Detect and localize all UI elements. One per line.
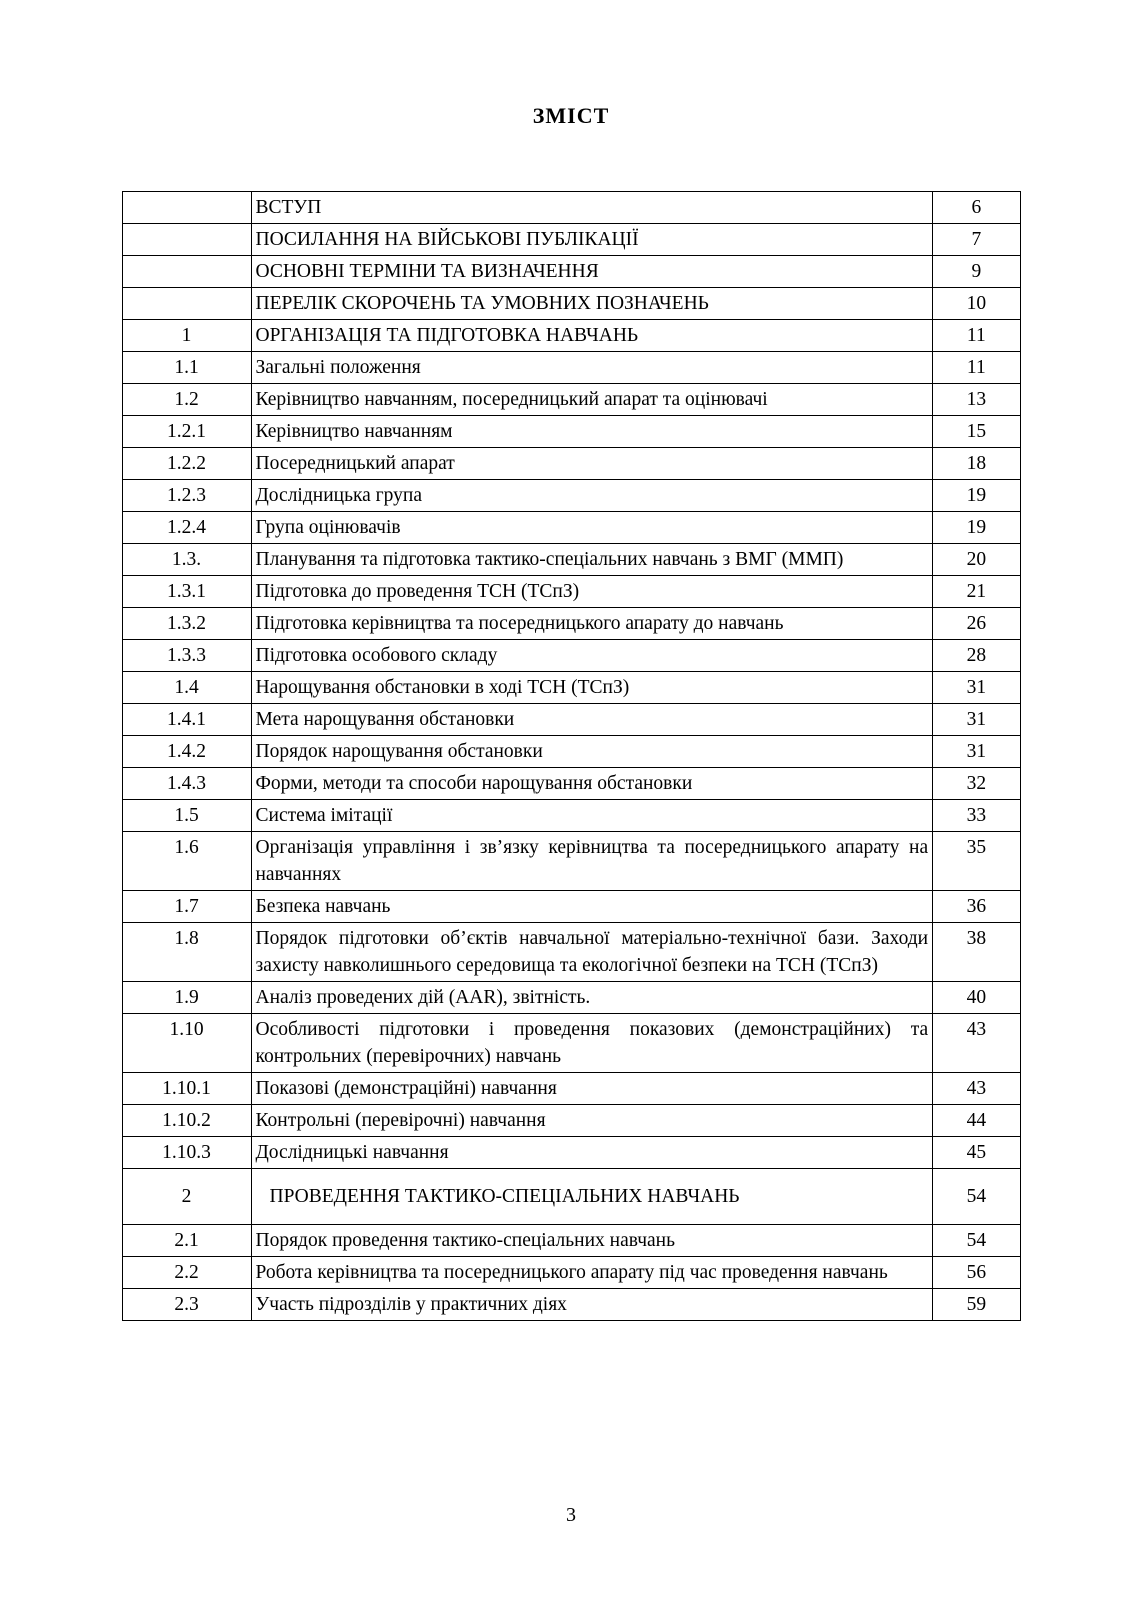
- toc-cell-title: Мета нарощування обстановки: [251, 704, 933, 736]
- toc-cell-page: 38: [933, 923, 1020, 982]
- toc-cell-page: 15: [933, 416, 1020, 448]
- toc-cell-page: 43: [933, 1073, 1020, 1105]
- toc-cell-title: Порядок проведення тактико-спеціальних навчань: [251, 1225, 933, 1257]
- toc-row: [122, 192, 1020, 224]
- toc-cell-page: 19: [933, 512, 1020, 544]
- toc-cell-title: Керівництво навчанням, посередницький апарат та оцінювачі: [251, 384, 933, 416]
- toc-row: [122, 1105, 1020, 1137]
- toc-row: [122, 1073, 1020, 1105]
- toc-cell-page: 31: [933, 672, 1020, 704]
- toc-cell-page: 31: [933, 736, 1020, 768]
- toc-cell-page: 33: [933, 800, 1020, 832]
- toc-cell-number: 1.8: [122, 923, 251, 982]
- page-title: ЗМІСТ: [532, 103, 610, 128]
- toc-cell-number: 1.10: [122, 1014, 251, 1073]
- toc-row: [122, 320, 1020, 352]
- toc-row: [122, 891, 1020, 923]
- toc-cell-page: 35: [933, 832, 1020, 891]
- toc-cell-page: 13: [933, 384, 1020, 416]
- toc-cell-number: 1.2: [122, 384, 251, 416]
- toc-cell-number: 1.1: [122, 352, 251, 384]
- toc-cell-number: 1.4.1: [122, 704, 251, 736]
- toc-cell-number: 1.2.3: [122, 480, 251, 512]
- toc-cell-title: Аналіз проведених дій (AAR), звітність.: [251, 982, 933, 1014]
- toc-row: [122, 982, 1020, 1014]
- toc-cell-page: 36: [933, 891, 1020, 923]
- toc-cell-number: 1.7: [122, 891, 251, 923]
- toc-cell-number: 1.3.2: [122, 608, 251, 640]
- toc-cell-title: Порядок підготовки об’єктів навчальної матеріально-технічної бази. Заходи захисту навколишнього середовища та екологічної безпеки на ТСН (ТСпЗ): [251, 923, 933, 982]
- toc-cell-number: 1.4.2: [122, 736, 251, 768]
- toc-row: [122, 512, 1020, 544]
- toc-cell-title: Порядок нарощування обстановки: [251, 736, 933, 768]
- toc-cell-number: 1.5: [122, 800, 251, 832]
- toc-cell-number: 2.3: [122, 1289, 251, 1321]
- toc-row: [122, 608, 1020, 640]
- toc-cell-page: 21: [933, 576, 1020, 608]
- toc-row: [122, 256, 1020, 288]
- toc-cell-page: 54: [933, 1169, 1020, 1225]
- toc-cell-title: ВСТУП: [251, 192, 933, 224]
- toc-row: [122, 576, 1020, 608]
- toc-cell-number: 1.10.1: [122, 1073, 251, 1105]
- toc-cell-page: 9: [933, 256, 1020, 288]
- toc-row: [122, 224, 1020, 256]
- toc-cell-number: 1.9: [122, 982, 251, 1014]
- toc-cell-page: 7: [933, 224, 1020, 256]
- toc-cell-page: 31: [933, 704, 1020, 736]
- toc-row: [122, 1225, 1020, 1257]
- toc-cell-title: Посередницький апарат: [251, 448, 933, 480]
- toc-cell-title: Робота керівництва та посередницького апарату під час проведення навчань: [251, 1257, 933, 1289]
- toc-row: [122, 1014, 1020, 1073]
- toc-cell-title: Загальні положення: [251, 352, 933, 384]
- toc-cell-title: Нарощування обстановки в ході ТСН (ТСпЗ): [251, 672, 933, 704]
- toc-cell-page: 10: [933, 288, 1020, 320]
- toc-cell-title: Контрольні (перевірочні) навчання: [251, 1105, 933, 1137]
- toc-cell-page: 44: [933, 1105, 1020, 1137]
- toc-cell-number: 1.2.1: [122, 416, 251, 448]
- toc-cell-title: Дослідницькі навчання: [251, 1137, 933, 1169]
- toc-cell-number: [122, 288, 251, 320]
- toc-row: [122, 768, 1020, 800]
- toc-cell-title: Безпека навчань: [251, 891, 933, 923]
- toc-row: [122, 544, 1020, 576]
- toc-row: [122, 288, 1020, 320]
- toc-cell-number: 1: [122, 320, 251, 352]
- toc-cell-number: 1.4: [122, 672, 251, 704]
- toc-row: [122, 352, 1020, 384]
- toc-cell-title: Підготовка особового складу: [251, 640, 933, 672]
- toc-cell-page: 56: [933, 1257, 1020, 1289]
- toc-row: [122, 416, 1020, 448]
- toc-cell-number: [122, 192, 251, 224]
- toc-cell-page: 32: [933, 768, 1020, 800]
- toc-cell-title: ПОСИЛАННЯ НА ВІЙСЬКОВІ ПУБЛІКАЦІЇ: [251, 224, 933, 256]
- toc-cell-page: 18: [933, 448, 1020, 480]
- toc-row: [122, 1289, 1020, 1321]
- toc-body: [122, 192, 1020, 1321]
- toc-cell-page: 19: [933, 480, 1020, 512]
- toc-cell-number: 1.3.1: [122, 576, 251, 608]
- toc-cell-number: 1.10.2: [122, 1105, 251, 1137]
- toc-cell-title: Дослідницька група: [251, 480, 933, 512]
- toc-cell-page: 28: [933, 640, 1020, 672]
- toc-cell-page: 59: [933, 1289, 1020, 1321]
- toc-row: [122, 736, 1020, 768]
- toc-cell-number: 1.4.3: [122, 768, 251, 800]
- toc-row: [122, 480, 1020, 512]
- toc-row: [122, 448, 1020, 480]
- toc-row: [122, 384, 1020, 416]
- toc-cell-page: 45: [933, 1137, 1020, 1169]
- toc-row: [122, 672, 1020, 704]
- toc-cell-number: [122, 224, 251, 256]
- toc-table: [122, 191, 1021, 1321]
- toc-cell-title: Особливості підготовки і проведення показових (демонстраційних) та контрольних (перевірочних) навчань: [251, 1014, 933, 1073]
- toc-cell-number: 2: [122, 1169, 251, 1225]
- toc-cell-title: Підготовка до проведення ТСН (ТСпЗ): [251, 576, 933, 608]
- toc-cell-title: ПРОВЕДЕННЯ ТАКТИКО-СПЕЦІАЛЬНИХ НАВЧАНЬ: [251, 1169, 933, 1225]
- toc-cell-page: 43: [933, 1014, 1020, 1073]
- toc-cell-number: 1.2.2: [122, 448, 251, 480]
- toc-cell-title: Система імітації: [251, 800, 933, 832]
- toc-row: [122, 1137, 1020, 1169]
- toc-cell-title: ПЕРЕЛІК СКОРОЧЕНЬ ТА УМОВНИХ ПОЗНАЧЕНЬ: [251, 288, 933, 320]
- toc-cell-title: Планування та підготовка тактико-спеціальних навчань з ВМГ (ММП): [251, 544, 933, 576]
- toc-cell-title: Організація управління і зв’язку керівництва та посередницького апарату на навчаннях: [251, 832, 933, 891]
- toc-row: [122, 1257, 1020, 1289]
- toc-cell-page: 20: [933, 544, 1020, 576]
- footer-page-number: 3: [566, 1504, 576, 1526]
- toc-row: [122, 800, 1020, 832]
- toc-cell-title: Група оцінювачів: [251, 512, 933, 544]
- toc-cell-page: 40: [933, 982, 1020, 1014]
- toc-cell-title: Показові (демонстраційні) навчання: [251, 1073, 933, 1105]
- toc-cell-page: 11: [933, 320, 1020, 352]
- toc-cell-number: 1.2.4: [122, 512, 251, 544]
- toc-cell-page: 54: [933, 1225, 1020, 1257]
- toc-row: [122, 1169, 1020, 1225]
- toc-cell-title: ОСНОВНІ ТЕРМІНИ ТА ВИЗНАЧЕННЯ: [251, 256, 933, 288]
- toc-cell-page: 26: [933, 608, 1020, 640]
- toc-cell-number: [122, 256, 251, 288]
- toc-cell-number: 2.2: [122, 1257, 251, 1289]
- toc-cell-number: 1.6: [122, 832, 251, 891]
- toc-cell-title: Керівництво навчанням: [251, 416, 933, 448]
- toc-cell-number: 2.1: [122, 1225, 251, 1257]
- toc-cell-page: 11: [933, 352, 1020, 384]
- toc-cell-title: Підготовка керівництва та посередницького апарату до навчань: [251, 608, 933, 640]
- toc-row: [122, 704, 1020, 736]
- toc-row: [122, 923, 1020, 982]
- toc-cell-title: Форми, методи та способи нарощування обстановки: [251, 768, 933, 800]
- toc-cell-title: Участь підрозділів у практичних діях: [251, 1289, 933, 1321]
- toc-cell-title: ОРГАНІЗАЦІЯ ТА ПІДГОТОВКА НАВЧАНЬ: [251, 320, 933, 352]
- toc-cell-number: 1.10.3: [122, 1137, 251, 1169]
- toc-cell-number: 1.3.3: [122, 640, 251, 672]
- toc-cell-page: 6: [933, 192, 1020, 224]
- toc-cell-number: 1.3.: [122, 544, 251, 576]
- toc-row: [122, 640, 1020, 672]
- toc-row: [122, 832, 1020, 891]
